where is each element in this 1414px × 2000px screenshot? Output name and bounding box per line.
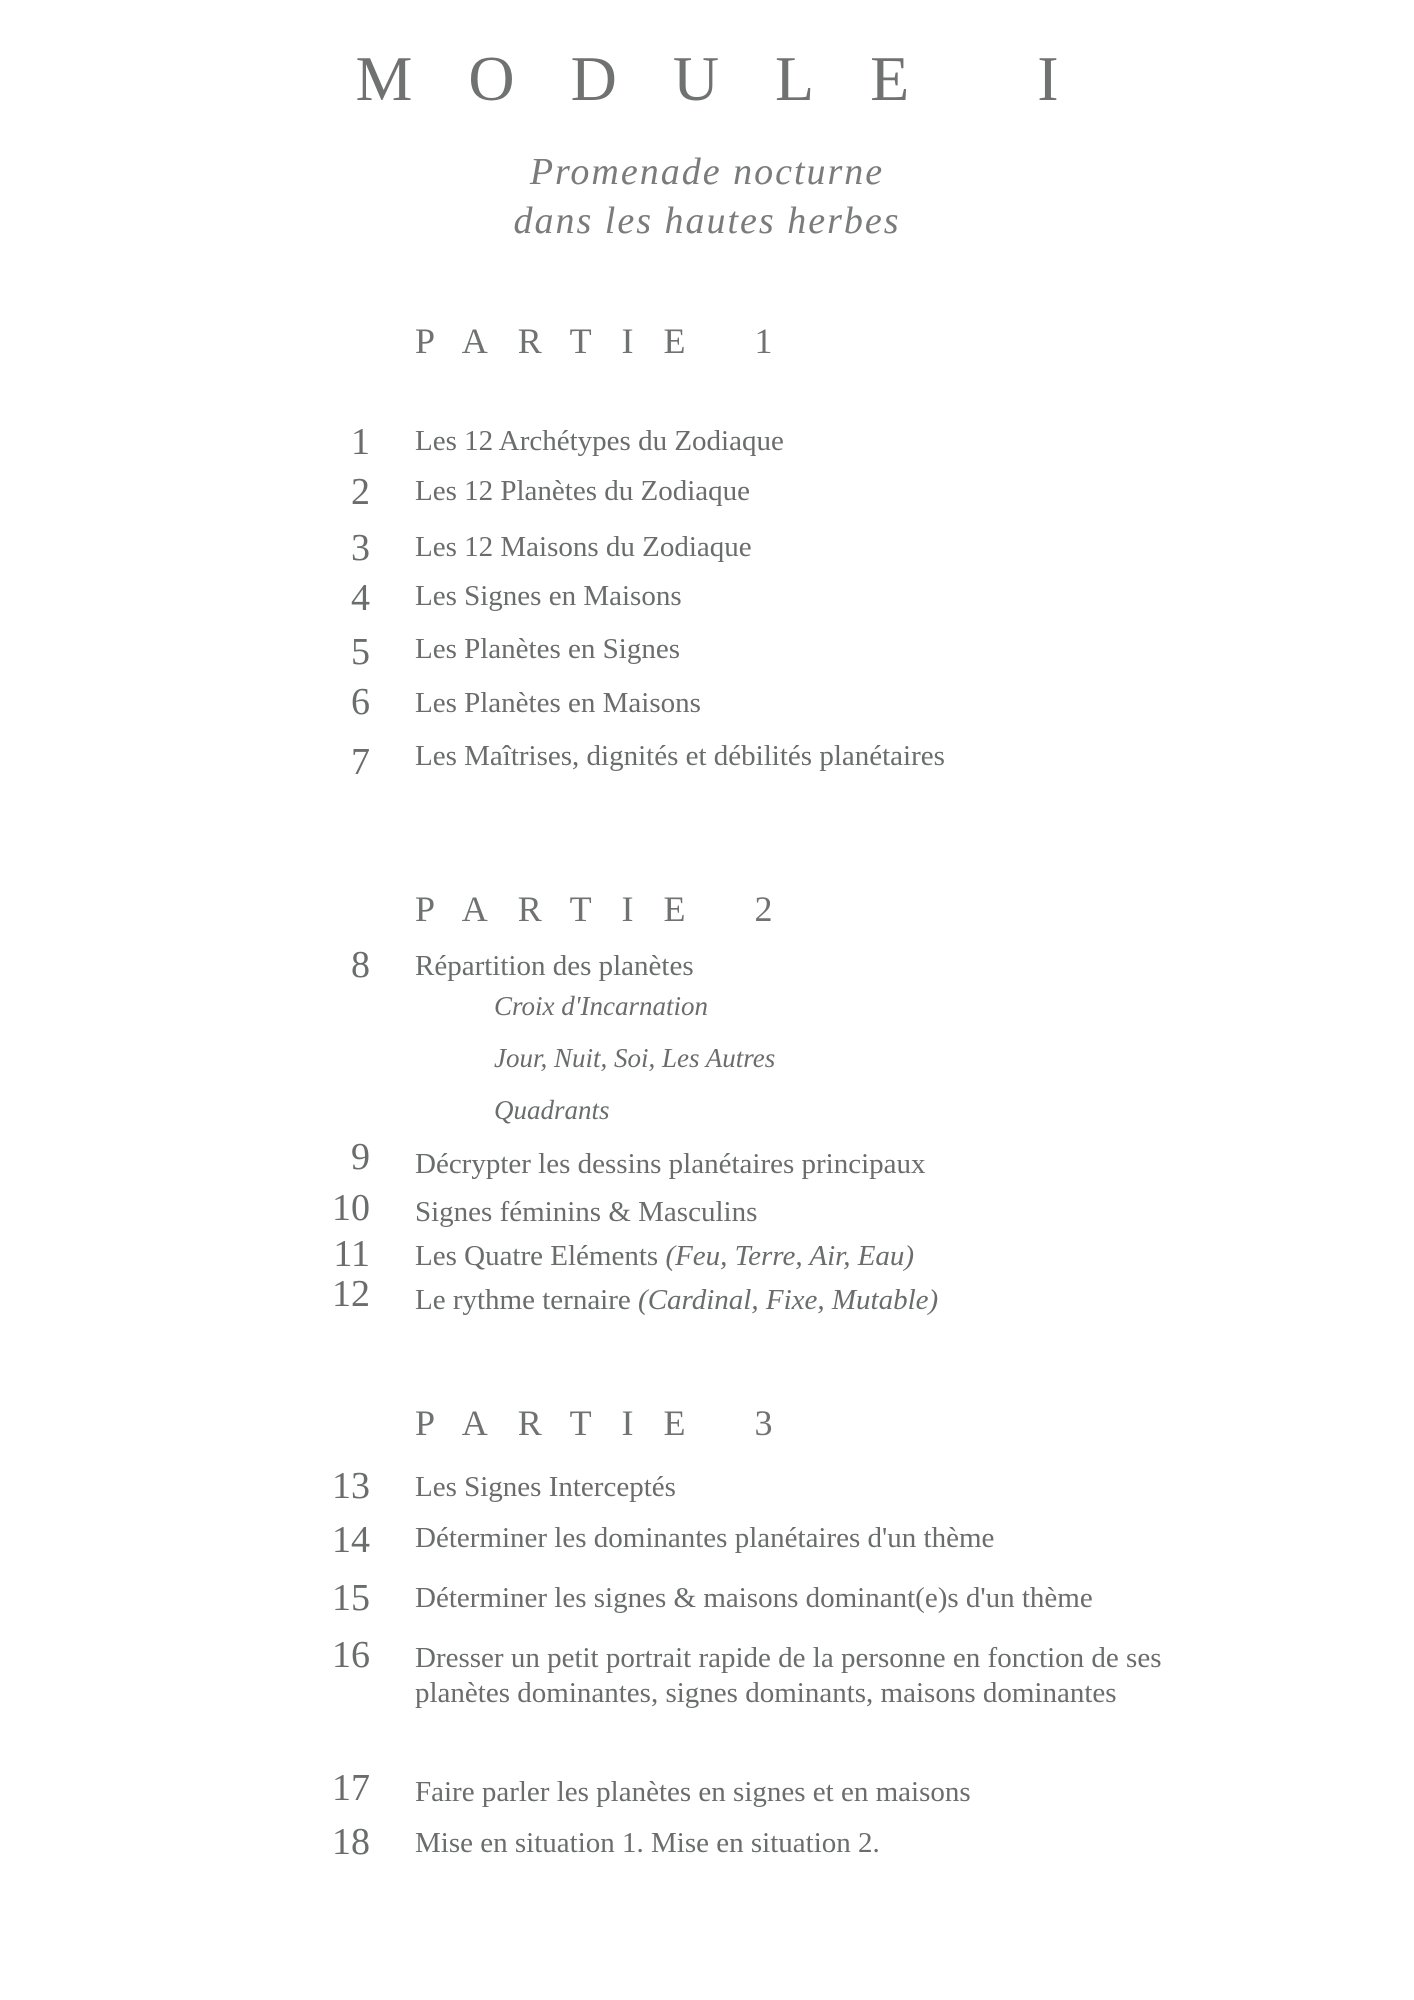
- item-text: Décrypter les dessins planétaires principaux: [415, 1148, 926, 1180]
- item-text: Répartition des planètes: [415, 950, 694, 982]
- item-text: Les 12 Planètes du Zodiaque: [415, 475, 751, 507]
- item-number: 1: [351, 421, 370, 463]
- item-number: 11: [333, 1233, 370, 1275]
- item-text-parenthetical: (Feu, Terre, Air, Eau): [665, 1240, 915, 1272]
- subtitle-line-1: Promenade nocturne: [529, 151, 885, 193]
- sub-item-text: Quadrants: [494, 1095, 610, 1125]
- item-number: 9: [351, 1136, 370, 1178]
- item-number: 5: [351, 631, 370, 673]
- item-text: Les Planètes en Maisons: [415, 687, 701, 719]
- item-text: Les Maîtrises, dignités et débilités planétaires: [415, 740, 945, 772]
- part-2-heading: PARTIE 2: [415, 889, 803, 929]
- item-number: 10: [332, 1187, 370, 1229]
- sub-item-text: Jour, Nuit, Soi, Les Autres: [494, 1043, 776, 1073]
- item-number: 16: [332, 1634, 370, 1676]
- item-text: Les Signes en Maisons: [415, 580, 682, 612]
- item-text: Déterminer les dominantes planétaires d'un thème: [415, 1522, 995, 1554]
- item-text: Faire parler les planètes en signes et en maisons: [415, 1776, 971, 1808]
- item-number: 7: [351, 741, 370, 783]
- item-number: 4: [351, 577, 370, 619]
- item-number: 6: [351, 681, 370, 723]
- part-3-heading: PARTIE 3: [415, 1403, 803, 1443]
- item-number: 3: [351, 527, 370, 569]
- module-title: MODULE I: [355, 43, 1115, 114]
- part-1-heading: PARTIE 1: [415, 321, 803, 361]
- item-text-main: Le rythme ternaire: [415, 1284, 639, 1316]
- item-text: Les Planètes en Signes: [415, 633, 680, 665]
- item-text: Les Signes Interceptés: [415, 1471, 676, 1503]
- sub-item-text: Croix d'Incarnation: [494, 991, 709, 1021]
- item-text: [415, 1240, 914, 1273]
- item-text-main: Les Quatre Eléments: [415, 1240, 666, 1272]
- item-text: Les 12 Archétypes du Zodiaque: [415, 425, 784, 457]
- item-number: 2: [351, 471, 370, 513]
- item-number: 17: [332, 1767, 370, 1809]
- item-text: Mise en situation 1. Mise en situation 2.: [415, 1827, 880, 1859]
- subtitle-line-2: dans les hautes herbes: [513, 200, 901, 242]
- item-text: Déterminer les signes & maisons dominant(e)s d'un thème: [415, 1582, 1093, 1614]
- item-text: [415, 1284, 938, 1317]
- item-text: Dresser un petit portrait rapide de la personne en fonction de ses planètes dominantes, signes dominants, maisons dominantes: [415, 1642, 1162, 1709]
- item-text: Signes féminins & Masculins: [415, 1196, 758, 1228]
- item-number: 18: [332, 1821, 370, 1863]
- item-number: 13: [332, 1465, 370, 1507]
- item-text: Les 12 Maisons du Zodiaque: [415, 531, 752, 563]
- item-number: 8: [351, 944, 370, 986]
- item-number: 14: [332, 1519, 370, 1561]
- item-number: 15: [332, 1577, 370, 1619]
- item-text-parenthetical: (Cardinal, Fixe, Mutable): [638, 1284, 939, 1316]
- item-number: 12: [332, 1273, 370, 1315]
